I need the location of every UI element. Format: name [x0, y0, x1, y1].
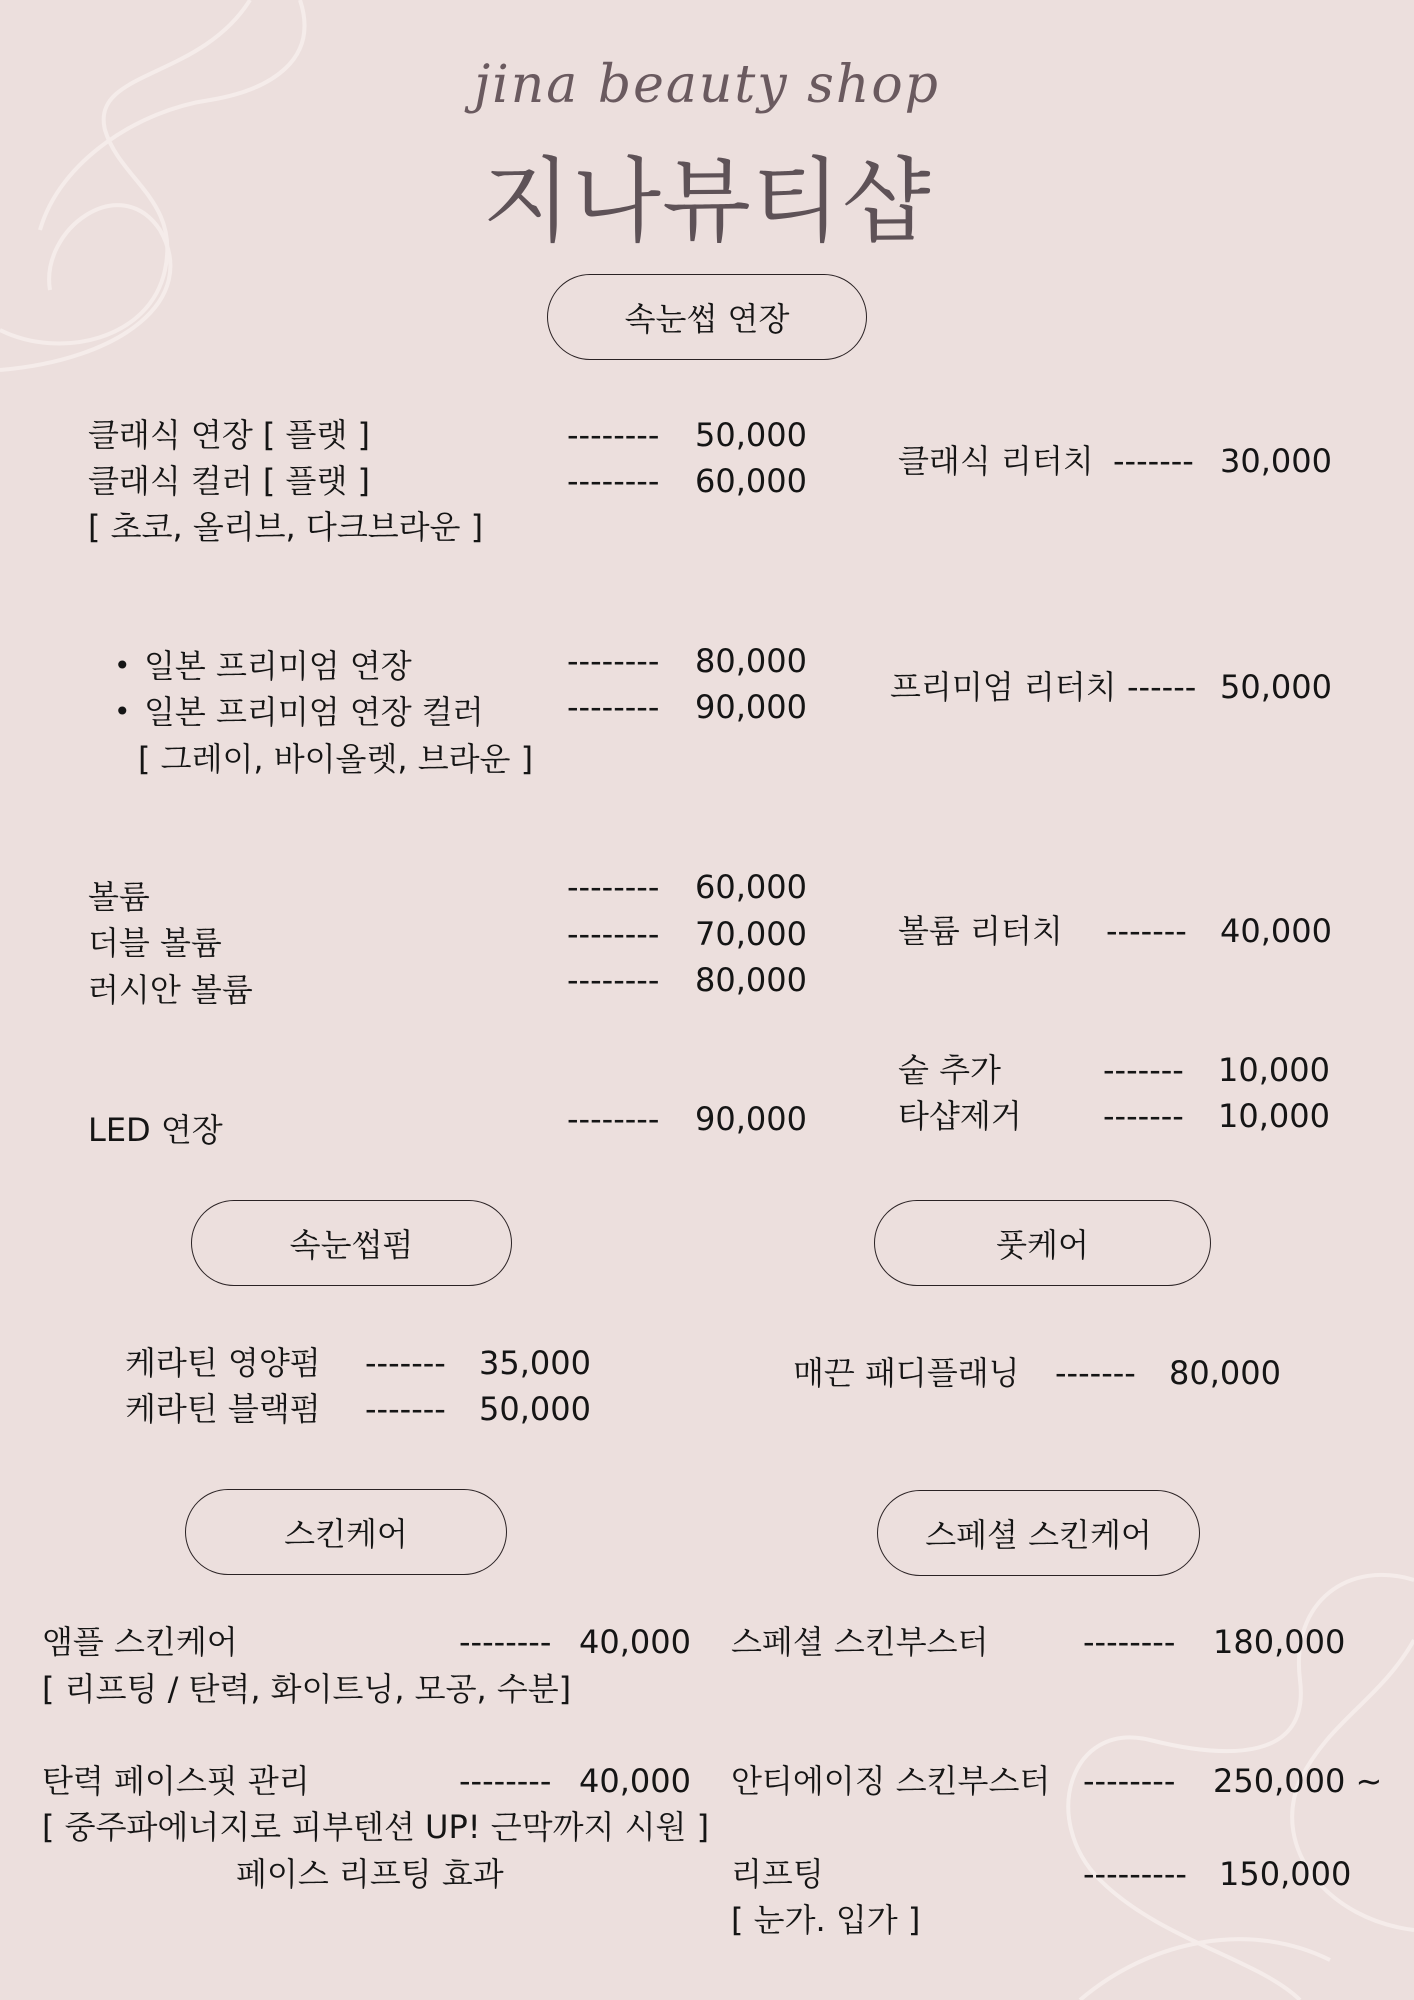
- leader-dash: -------: [1103, 1051, 1184, 1089]
- price-double-volume: 70,000: [695, 915, 807, 953]
- page-title: 지나뷰티샵: [482, 148, 932, 255]
- menu-item-premium-retouch: 프리미엄 리터치: [890, 668, 1117, 706]
- menu-item-elastic: 탄력 페이스핏 관리: [42, 1762, 310, 1800]
- price-jp-premium: 80,000: [695, 642, 807, 680]
- leader-dash: --------: [459, 1762, 552, 1800]
- leader-dash: --------: [1083, 1762, 1176, 1800]
- leader-dash: --------: [567, 688, 660, 726]
- price-lifting: 150,000: [1219, 1855, 1352, 1893]
- note-classic-color: [ 초코, 올리브, 다크브라운 ]: [88, 508, 484, 546]
- price-pedi: 80,000: [1169, 1354, 1281, 1392]
- leader-dash: ---------: [1083, 1855, 1187, 1893]
- price-classic-retouch: 30,000: [1220, 442, 1332, 480]
- price-keratin-nutri: 35,000: [479, 1344, 591, 1382]
- menu-item-classic: 클래식 연장 [ 플랫 ]: [88, 416, 371, 454]
- note-lifting: [ 눈가. 입가 ]: [731, 1901, 921, 1939]
- price-volume-retouch: 40,000: [1220, 912, 1332, 950]
- leader-dash: --------: [567, 961, 660, 999]
- price-add-volume: 10,000: [1218, 1051, 1330, 1089]
- section-badge-lash-perm: 속눈썹펌: [191, 1200, 512, 1286]
- leader-dash: ------: [1127, 668, 1197, 706]
- menu-item-removal: 타샵제거: [898, 1097, 1022, 1135]
- menu-item-add-volume: 숱 추가: [898, 1051, 1001, 1089]
- price-russian-volume: 80,000: [695, 961, 807, 999]
- price-anti-aging: 250,000 ~: [1213, 1762, 1383, 1800]
- note-ampoule: [ 리프팅 / 탄력, 화이트닝, 모공, 수분]: [42, 1670, 572, 1708]
- section-badge-skin-care: 스킨케어: [185, 1489, 507, 1575]
- leader-dash: -------: [1103, 1097, 1184, 1135]
- price-special-booster: 180,000: [1213, 1623, 1346, 1661]
- leader-dash: -------: [1106, 912, 1187, 950]
- menu-item-jp-premium-color: • 일본 프리미엄 연장 컬러: [144, 692, 484, 732]
- menu-item-volume: 볼륨: [88, 878, 150, 916]
- price-classic-color: 60,000: [695, 462, 807, 500]
- price-jp-premium-color: 90,000: [695, 688, 807, 726]
- note-elastic-2: 페이스 리프팅 효과: [236, 1855, 504, 1893]
- price-premium-retouch: 50,000: [1220, 668, 1332, 706]
- menu-item-russian-volume: 러시안 볼륨: [88, 971, 253, 1009]
- menu-item-led: LED 연장: [88, 1111, 223, 1149]
- leader-dash: -------: [1113, 442, 1194, 480]
- menu-item-keratin-nutri: 케라틴 영양펌: [125, 1344, 321, 1382]
- menu-item-classic-retouch: 클래식 리터치: [898, 442, 1094, 480]
- leader-dash: --------: [567, 1100, 660, 1138]
- menu-item-double-volume: 더블 볼륨: [88, 924, 222, 962]
- section-badge-foot-care: 풋케어: [874, 1200, 1211, 1286]
- menu-item-pedi: 매끈 패디플래닝: [793, 1354, 1020, 1392]
- menu-item-volume-retouch: 볼륨 리터치: [898, 912, 1063, 950]
- menu-item-lifting: 리프팅: [731, 1855, 824, 1893]
- price-ampoule: 40,000: [579, 1623, 691, 1661]
- note-jp-premium: [ 그레이, 바이올렛, 브라운 ]: [138, 740, 534, 778]
- price-keratin-black: 50,000: [479, 1390, 591, 1428]
- price-volume: 60,000: [695, 868, 807, 906]
- leader-dash: --------: [1083, 1623, 1176, 1661]
- menu-item-classic-color: 클래식 컬러 [ 플랫 ]: [88, 462, 371, 500]
- leader-dash: --------: [567, 642, 660, 680]
- menu-item-keratin-black: 케라틴 블랙펌: [125, 1390, 321, 1428]
- leader-dash: --------: [567, 416, 660, 454]
- leader-dash: -------: [365, 1390, 446, 1428]
- leader-dash: -------: [1055, 1354, 1136, 1392]
- script-subtitle: jina beauty shop: [474, 55, 940, 115]
- leader-dash: --------: [567, 915, 660, 953]
- menu-item-jp-premium: • 일본 프리미엄 연장: [144, 646, 412, 686]
- section-badge-lash-extension: 속눈썹 연장: [547, 274, 867, 360]
- price-classic: 50,000: [695, 416, 807, 454]
- leader-dash: --------: [567, 868, 660, 906]
- price-removal: 10,000: [1218, 1097, 1330, 1135]
- menu-item-special-booster: 스페셜 스킨부스터: [731, 1623, 989, 1661]
- section-badge-special-skin-care: 스페셜 스킨케어: [877, 1490, 1200, 1576]
- menu-item-ampoule: 앰플 스킨케어: [42, 1623, 238, 1661]
- leader-dash: --------: [567, 462, 660, 500]
- menu-item-anti-aging: 안티에이징 스킨부스터: [731, 1762, 1051, 1800]
- price-elastic: 40,000: [579, 1762, 691, 1800]
- note-elastic-1: [ 중주파에너지로 피부텐션 UP! 근막까지 시원 ]: [42, 1808, 710, 1846]
- leader-dash: -------: [365, 1344, 446, 1382]
- price-led: 90,000: [695, 1100, 807, 1138]
- leader-dash: --------: [459, 1623, 552, 1661]
